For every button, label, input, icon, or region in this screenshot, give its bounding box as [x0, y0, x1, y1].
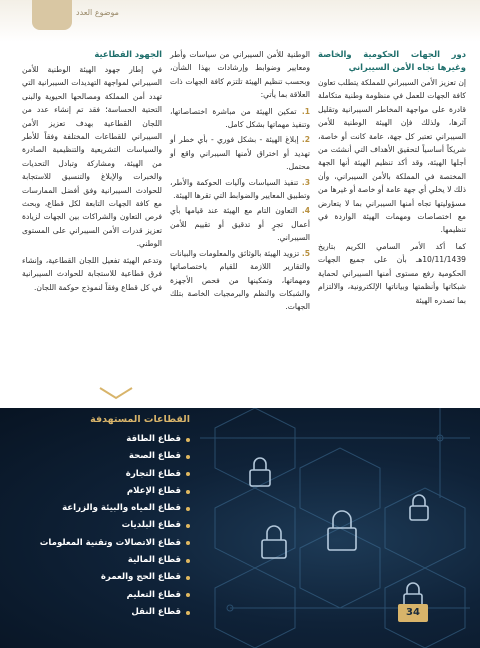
- list-item: [170, 133, 310, 173]
- sector-label: قطاع الحج والعمرة: [100, 572, 181, 583]
- right-paragraph: إن تعزيز الأمن السيبراني للمملكة يتطلب تعاون كافة الجهات للعمل في منظومة وطنية متكاملة قادرة على مواجهة المخاطر السيبرانية وتقليل آثرها، ولذلك فإن الهيئة الوطنية للأمن السيبراني تعتبر كل جهة، عامة كانت أو خاصة، شريكاً أساسياً لتحقيق الأهداف التي أنشئت من أجلها الهيئة، وقد أكد تنظيم الهيئة أنها الجهة المختصة في المملكة بالأمن السيبراني، وأن ذلك لا يخلي أي جهة عامة أو خاصة أو غيرها من مسؤوليتها تجاه أمنها السيبراني بما لا يتعارض مع اختصاصات ومهمات الهيئة الواردة في تنظيمها.: [318, 78, 466, 235]
- padlock-icon: [250, 458, 428, 608]
- sector-label: قطاع النقل: [131, 606, 181, 617]
- bullet-icon: [186, 472, 190, 476]
- bullet-icon: [186, 611, 190, 615]
- sector-label: قطاع الاتصالات وتقنية المعلومات: [39, 537, 181, 548]
- sectors-title: القطاعات المستهدفة: [90, 414, 190, 425]
- sector-item: [60, 604, 190, 621]
- sector-label: قطاع التعليم: [126, 589, 181, 600]
- bullet-icon: [186, 455, 190, 459]
- item-number: 1.: [301, 106, 310, 116]
- sector-label: قطاع البلديات: [121, 520, 181, 531]
- item-number: 5.: [301, 248, 310, 258]
- list-item: [170, 176, 310, 203]
- top-decoration: [0, 0, 480, 42]
- obligations-list: [170, 105, 310, 314]
- item-number: 4.: [301, 206, 310, 216]
- right-column-heading: دور الجهات الحكومية والخاصة وغيرها تجاه الأمن السيبراني: [318, 49, 466, 72]
- sector-label: قطاع الصحة: [128, 451, 181, 462]
- right-column: [318, 48, 466, 310]
- sector-item: [60, 500, 190, 517]
- bullet-icon: [186, 438, 190, 442]
- item-text: التعاون التام مع الهيئة عند قيامها بأي أعمال تجرٍ أو تدقيق أو تقييم للأمن السيبراني.: [170, 206, 310, 243]
- list-item: [170, 105, 310, 132]
- target-sectors: [39, 412, 190, 621]
- sector-label: قطاع المالية: [127, 555, 181, 566]
- sector-item: [60, 569, 190, 586]
- bullet-icon: [186, 559, 190, 563]
- middle-column: [170, 48, 310, 316]
- item-number: 2.: [301, 135, 310, 145]
- bullet-icon: [186, 524, 190, 528]
- sector-item: [60, 517, 190, 534]
- bullet-icon: [186, 593, 190, 597]
- left-column: [22, 48, 162, 297]
- left-column-heading: الجهود القطاعية: [94, 49, 162, 59]
- bullet-icon: [186, 507, 190, 511]
- left-paragraph: في إطار جهود الهيئة الوطنية للأمن السيبراني لمواجهة التهديدات السيبرانية التي تهدد أمن المملكة ومصالحها الحيوية والبنى التحتية الحساسة؛ فقد تم إنشاء عدد من اللجان القطاعية بهدف تعزيز الأمن السيبراني للقطاعات المختلفة وفقاً للأطر والسياسات التشريعية والتنظيمية الصادرة من الهيئة، ومشاركة وتبادل التحديات والخبرات والإبلاغ والتنسيق للاستجابة للحوادث السيبرانية وفق أفضل الممارسات مع كافة الجهات التابعة لكل قطاع، وبحث فرص التعاون والشراكات بين الجهات لزيادة تعزيز قدرات الأمن السيبراني على المستوى الوطني.: [22, 65, 162, 249]
- chevron-divider-icon: [96, 384, 136, 404]
- sector-item: [60, 466, 190, 483]
- bullet-icon: [186, 576, 190, 580]
- list-item: [170, 204, 310, 244]
- left-paragraph: وتدعم الهيئة تفعيل اللجان القطاعية، وإنشاء فرق قطاعية للاستجابة للحوادث السيبرانية في كل قطاع وفقاً لنموذج حوكمة اللجان.: [22, 255, 162, 292]
- right-paragraph: كما أكد الأمر السامي الكريم بتاريخ 10/11/1439هـ بأن على جميع الجهات الحكومية رفع مستوى أمنها السيبراني لحماية شبكاتها وأنظمتها وبياناتها الإلكترونية، والالتزام بما تصدره الهيئة: [318, 241, 466, 305]
- sector-item: [60, 587, 190, 604]
- bullet-icon: [186, 490, 190, 494]
- magazine-logo: [32, 0, 72, 30]
- item-text: تنفيذ السياسات وآليات الحوكمة والأطر، وتطبيق المعايير والضوابط التي تقرها الهيئة.: [170, 177, 310, 201]
- sector-label: قطاع الطاقة: [126, 434, 181, 444]
- item-number: 3.: [301, 177, 310, 187]
- list-item: [170, 247, 310, 314]
- sector-item: [60, 483, 190, 500]
- sector-item: [60, 431, 190, 448]
- section-label: موضوع العدد: [76, 8, 119, 17]
- bullet-icon: [186, 541, 190, 545]
- sector-label: قطاع التجارة: [125, 468, 181, 479]
- sector-label: قطاع الإعلام: [126, 485, 181, 496]
- sector-item: [60, 552, 190, 569]
- sector-item: [60, 448, 190, 465]
- item-text: تزويد الهيئة بالوثائق والمعلومات والبيانات والتقارير اللازمة للقيام باختصاصاتها ومهماتها، وتمكينها من فحص الأجهزة والشبكات والنظم والبرمجيات الخاصة بتلك الجهات.: [170, 248, 310, 312]
- item-text: تمكين الهيئة من مباشرة اختصاصاتها، وتنفيذ مهماتها بشكل كامل.: [170, 106, 310, 130]
- middle-intro: الوطنية للأمن السيبراني من سياسات وأطر ومعايير وضوابط وإرشادات بهذا الشأن، وبحسب تنظيم الهيئة تلتزم كافة الجهات ذات العلاقة بما يأتي:: [170, 50, 310, 100]
- sector-item: [39, 535, 190, 552]
- sector-label: قطاع المياه والبيئة والزراعة: [62, 503, 181, 514]
- page-number: 34: [398, 604, 428, 622]
- item-text: إبلاغ الهيئة - بشكل فوري - بأي خطر أو تهديد أو اختراق لأمنها السيبراني واقع أو محتمل.: [170, 135, 310, 172]
